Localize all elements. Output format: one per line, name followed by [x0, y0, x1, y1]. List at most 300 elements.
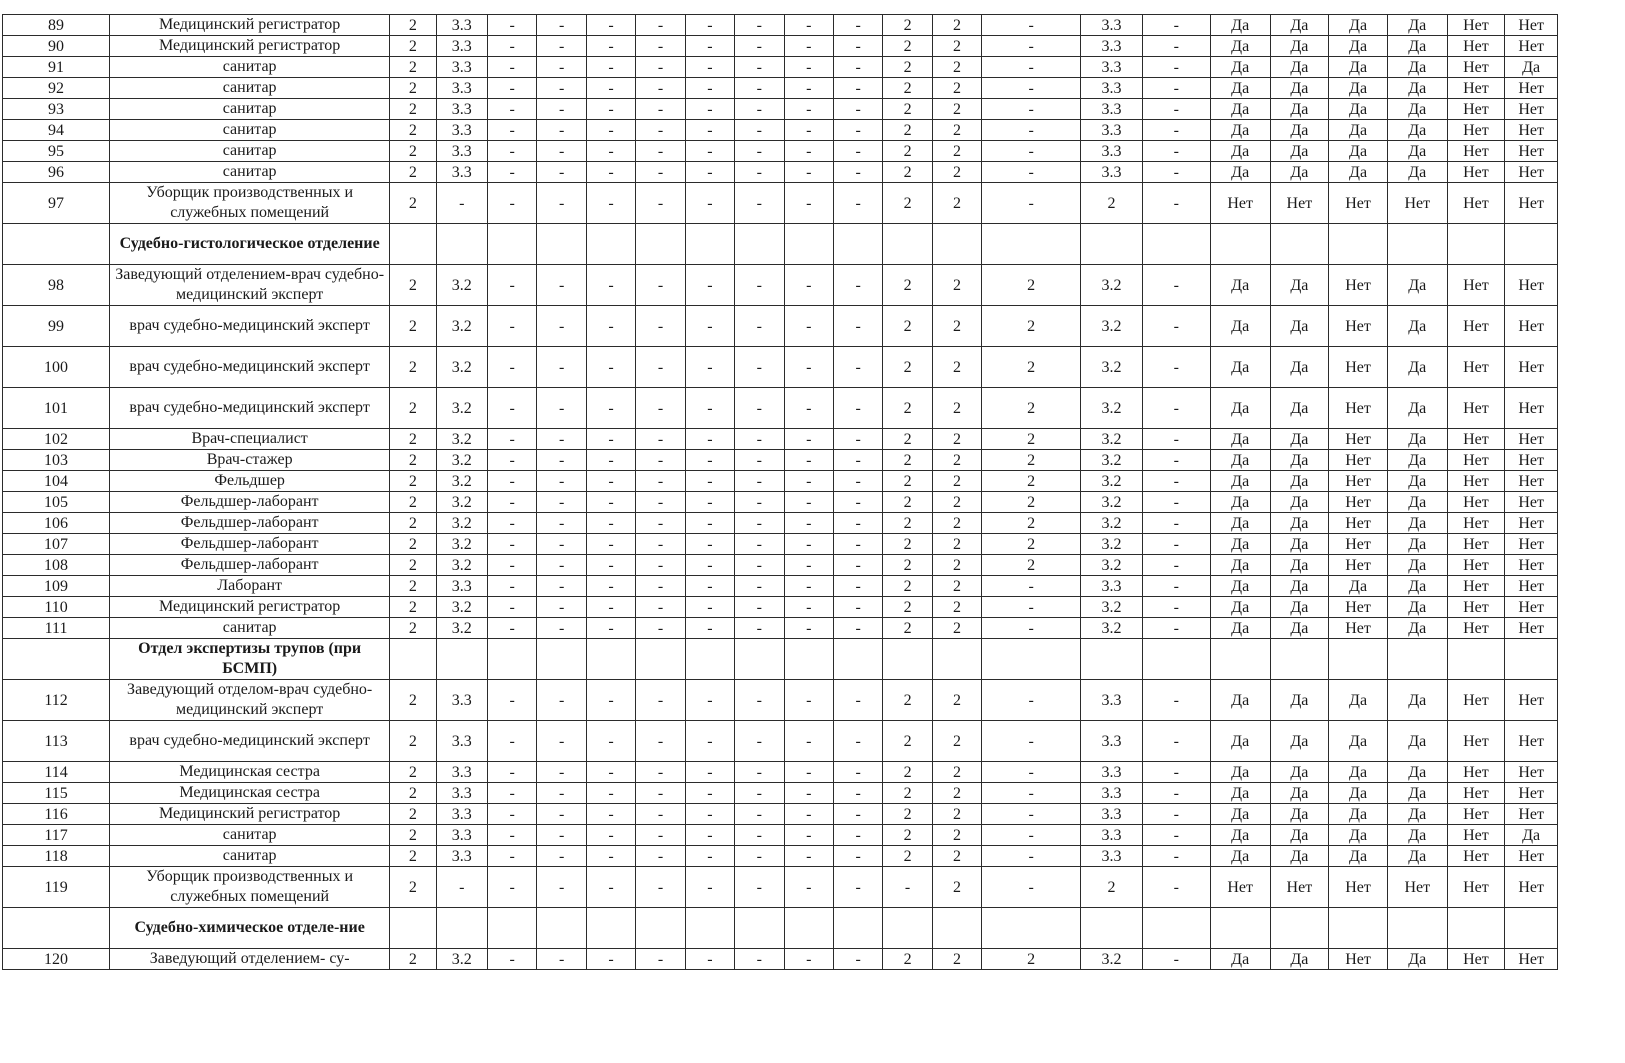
value-cell: Нет: [1447, 804, 1505, 825]
value-cell: -: [833, 429, 882, 450]
value-cell: 2: [932, 783, 981, 804]
value-cell: 2: [883, 450, 932, 471]
value-cell: Да: [1387, 762, 1447, 783]
value-cell: 2: [932, 57, 981, 78]
value-cell: Да: [1210, 429, 1270, 450]
empty-cell: [784, 639, 833, 680]
value-cell: -: [685, 555, 734, 576]
value-cell: -: [833, 78, 882, 99]
value-cell: -: [784, 306, 833, 347]
value-cell: Нет: [1447, 36, 1505, 57]
value-cell: -: [636, 141, 685, 162]
value-cell: Да: [1387, 949, 1447, 970]
value-cell: -: [636, 804, 685, 825]
value-cell: Нет: [1505, 99, 1558, 120]
value-cell: -: [735, 15, 784, 36]
value-cell: Да: [1270, 680, 1329, 721]
position-name-cell: Заведующий отделом-врач судебно-медицинский эксперт: [110, 680, 390, 721]
row-number-cell: 103: [3, 450, 110, 471]
value-cell: -: [982, 57, 1081, 78]
value-cell: -: [488, 429, 537, 450]
empty-cell: [537, 224, 586, 265]
value-cell: Нет: [1447, 450, 1505, 471]
empty-cell: [636, 908, 685, 949]
value-cell: -: [735, 429, 784, 450]
value-cell: -: [982, 78, 1081, 99]
value-cell: -: [636, 513, 685, 534]
value-cell: Да: [1270, 597, 1329, 618]
value-cell: Да: [1210, 846, 1270, 867]
row-number-cell: 91: [3, 57, 110, 78]
value-cell: -: [586, 721, 635, 762]
value-cell: -: [982, 721, 1081, 762]
value-cell: -: [1142, 825, 1210, 846]
empty-cell: [685, 639, 734, 680]
value-cell: -: [982, 120, 1081, 141]
value-cell: 2: [883, 804, 932, 825]
value-cell: Да: [1270, 513, 1329, 534]
value-cell: -: [833, 265, 882, 306]
value-cell: -: [833, 450, 882, 471]
value-cell: -: [833, 597, 882, 618]
value-cell: 2: [390, 388, 436, 429]
value-cell: 2: [883, 15, 932, 36]
value-cell: -: [488, 804, 537, 825]
value-cell: 2: [932, 183, 981, 224]
value-cell: 2: [932, 576, 981, 597]
value-cell: -: [586, 265, 635, 306]
value-cell: Нет: [1505, 576, 1558, 597]
value-cell: Да: [1329, 36, 1388, 57]
value-cell: -: [636, 867, 685, 908]
value-cell: 2: [390, 141, 436, 162]
value-cell: -: [636, 721, 685, 762]
value-cell: 2: [982, 347, 1081, 388]
value-cell: Да: [1329, 576, 1388, 597]
value-cell: 2: [932, 534, 981, 555]
value-cell: -: [735, 306, 784, 347]
value-cell: Нет: [1447, 867, 1505, 908]
value-cell: -: [488, 15, 537, 36]
value-cell: -: [685, 450, 734, 471]
value-cell: Да: [1329, 15, 1388, 36]
value-cell: -: [982, 141, 1081, 162]
value-cell: -: [833, 99, 882, 120]
value-cell: Нет: [1505, 762, 1558, 783]
value-cell: -: [636, 783, 685, 804]
value-cell: -: [784, 99, 833, 120]
value-cell: -: [636, 576, 685, 597]
value-cell: -: [586, 783, 635, 804]
empty-cell: [436, 908, 487, 949]
value-cell: 2: [932, 78, 981, 99]
value-cell: -: [586, 576, 635, 597]
value-cell: 3.3: [436, 680, 487, 721]
value-cell: Да: [1270, 825, 1329, 846]
value-cell: Да: [1387, 513, 1447, 534]
value-cell: -: [586, 429, 635, 450]
value-cell: 2: [982, 388, 1081, 429]
value-cell: 3.3: [1081, 804, 1143, 825]
value-cell: -: [735, 949, 784, 970]
value-cell: -: [735, 36, 784, 57]
row-number-cell: 111: [3, 618, 110, 639]
value-cell: -: [537, 120, 586, 141]
value-cell: -: [982, 804, 1081, 825]
value-cell: Нет: [1505, 36, 1558, 57]
value-cell: -: [488, 618, 537, 639]
value-cell: -: [537, 162, 586, 183]
value-cell: Нет: [1447, 347, 1505, 388]
table-row: [3, 141, 1558, 162]
empty-cell: [488, 639, 537, 680]
empty-cell: [1142, 224, 1210, 265]
value-cell: 2: [982, 265, 1081, 306]
table-row: [3, 162, 1558, 183]
value-cell: Да: [1270, 347, 1329, 388]
table-row: [3, 120, 1558, 141]
empty-cell: [586, 639, 635, 680]
row-number-cell: 113: [3, 721, 110, 762]
empty-cell: [488, 908, 537, 949]
value-cell: Нет: [1329, 618, 1388, 639]
value-cell: -: [488, 680, 537, 721]
value-cell: -: [488, 492, 537, 513]
position-name-cell: санитар: [110, 618, 390, 639]
value-cell: 2: [390, 513, 436, 534]
value-cell: 2: [982, 555, 1081, 576]
value-cell: -: [488, 471, 537, 492]
value-cell: 2: [883, 429, 932, 450]
value-cell: 3.3: [436, 783, 487, 804]
value-cell: Нет: [1505, 534, 1558, 555]
empty-cell: [1270, 908, 1329, 949]
value-cell: Нет: [1505, 15, 1558, 36]
value-cell: -: [784, 804, 833, 825]
value-cell: 3.2: [1081, 388, 1143, 429]
value-cell: -: [537, 597, 586, 618]
empty-cell: [883, 908, 932, 949]
value-cell: 3.2: [1081, 597, 1143, 618]
value-cell: -: [784, 183, 833, 224]
value-cell: Нет: [1329, 388, 1388, 429]
value-cell: -: [833, 949, 882, 970]
value-cell: 2: [932, 120, 981, 141]
value-cell: -: [833, 513, 882, 534]
value-cell: -: [1142, 429, 1210, 450]
value-cell: -: [685, 492, 734, 513]
value-cell: Нет: [1329, 492, 1388, 513]
value-cell: -: [488, 450, 537, 471]
value-cell: Нет: [1505, 120, 1558, 141]
value-cell: Да: [1270, 141, 1329, 162]
value-cell: -: [1142, 141, 1210, 162]
value-cell: 2: [883, 120, 932, 141]
empty-cell: [1447, 224, 1505, 265]
value-cell: Да: [1210, 825, 1270, 846]
table-row: [3, 597, 1558, 618]
value-cell: Нет: [1329, 471, 1388, 492]
empty-cell: [735, 224, 784, 265]
value-cell: -: [982, 783, 1081, 804]
value-cell: 2: [932, 99, 981, 120]
value-cell: 2: [1081, 183, 1143, 224]
empty-cell: [833, 908, 882, 949]
value-cell: -: [1142, 183, 1210, 224]
value-cell: Нет: [1447, 492, 1505, 513]
value-cell: Нет: [1505, 846, 1558, 867]
value-cell: -: [537, 471, 586, 492]
value-cell: 2: [932, 347, 981, 388]
value-cell: Нет: [1329, 534, 1388, 555]
value-cell: 2: [932, 15, 981, 36]
row-number-cell: 104: [3, 471, 110, 492]
value-cell: -: [537, 762, 586, 783]
position-name-cell: Заведующий отделением- су-: [110, 949, 390, 970]
value-cell: -: [436, 867, 487, 908]
value-cell: -: [488, 120, 537, 141]
value-cell: -: [586, 183, 635, 224]
value-cell: Да: [1210, 99, 1270, 120]
value-cell: Нет: [1505, 867, 1558, 908]
value-cell: -: [488, 867, 537, 908]
empty-cell: [3, 908, 110, 949]
value-cell: -: [685, 306, 734, 347]
value-cell: 2: [390, 450, 436, 471]
value-cell: Нет: [1329, 513, 1388, 534]
value-cell: 2: [883, 492, 932, 513]
value-cell: Да: [1270, 721, 1329, 762]
empty-cell: [833, 639, 882, 680]
value-cell: -: [586, 492, 635, 513]
empty-cell: [1447, 639, 1505, 680]
row-number-cell: 92: [3, 78, 110, 99]
value-cell: -: [636, 265, 685, 306]
value-cell: -: [488, 721, 537, 762]
value-cell: Да: [1329, 141, 1388, 162]
row-number-cell: 120: [3, 949, 110, 970]
value-cell: Нет: [1329, 183, 1388, 224]
value-cell: -: [685, 783, 734, 804]
value-cell: -: [537, 949, 586, 970]
value-cell: -: [1142, 57, 1210, 78]
value-cell: -: [586, 825, 635, 846]
value-cell: 2: [390, 825, 436, 846]
value-cell: 2: [932, 804, 981, 825]
value-cell: -: [488, 265, 537, 306]
value-cell: -: [784, 513, 833, 534]
value-cell: -: [784, 429, 833, 450]
value-cell: Да: [1210, 492, 1270, 513]
value-cell: -: [488, 57, 537, 78]
value-cell: 3.3: [1081, 825, 1143, 846]
value-cell: 3.2: [436, 306, 487, 347]
table-row: [3, 721, 1558, 762]
value-cell: -: [1142, 555, 1210, 576]
value-cell: Да: [1210, 804, 1270, 825]
value-cell: Да: [1210, 721, 1270, 762]
value-cell: Нет: [1387, 867, 1447, 908]
value-cell: Да: [1270, 555, 1329, 576]
value-cell: -: [833, 783, 882, 804]
value-cell: -: [636, 618, 685, 639]
value-cell: Нет: [1505, 450, 1558, 471]
value-cell: 3.3: [436, 804, 487, 825]
table-row: [3, 804, 1558, 825]
table-row: [3, 783, 1558, 804]
value-cell: -: [586, 36, 635, 57]
value-cell: -: [784, 949, 833, 970]
value-cell: Нет: [1387, 183, 1447, 224]
value-cell: -: [685, 57, 734, 78]
empty-cell: [3, 224, 110, 265]
value-cell: Нет: [1505, 804, 1558, 825]
position-name-cell: санитар: [110, 57, 390, 78]
empty-cell: [1505, 224, 1558, 265]
value-cell: Нет: [1447, 99, 1505, 120]
value-cell: -: [833, 762, 882, 783]
value-cell: Да: [1270, 306, 1329, 347]
value-cell: Нет: [1329, 555, 1388, 576]
value-cell: -: [636, 120, 685, 141]
value-cell: 2: [883, 949, 932, 970]
value-cell: -: [784, 597, 833, 618]
value-cell: -: [784, 783, 833, 804]
value-cell: Нет: [1447, 57, 1505, 78]
empty-cell: [735, 908, 784, 949]
value-cell: -: [833, 471, 882, 492]
value-cell: -: [685, 825, 734, 846]
value-cell: Да: [1329, 99, 1388, 120]
empty-cell: [685, 908, 734, 949]
value-cell: 2: [883, 471, 932, 492]
value-cell: -: [982, 15, 1081, 36]
value-cell: 2: [883, 36, 932, 57]
value-cell: Да: [1210, 513, 1270, 534]
value-cell: -: [586, 162, 635, 183]
value-cell: -: [833, 867, 882, 908]
value-cell: -: [784, 450, 833, 471]
value-cell: Да: [1210, 618, 1270, 639]
value-cell: 3.3: [436, 36, 487, 57]
value-cell: 2: [932, 162, 981, 183]
value-cell: Нет: [1505, 597, 1558, 618]
value-cell: -: [883, 867, 932, 908]
value-cell: Нет: [1447, 555, 1505, 576]
empty-cell: [982, 224, 1081, 265]
value-cell: Нет: [1329, 949, 1388, 970]
value-cell: Да: [1387, 597, 1447, 618]
value-cell: -: [537, 846, 586, 867]
value-cell: -: [1142, 120, 1210, 141]
value-cell: -: [488, 949, 537, 970]
value-cell: Нет: [1270, 183, 1329, 224]
value-cell: 3.2: [1081, 450, 1143, 471]
value-cell: Нет: [1447, 388, 1505, 429]
value-cell: Нет: [1210, 183, 1270, 224]
value-cell: 2: [390, 680, 436, 721]
value-cell: 2: [390, 15, 436, 36]
table-body: [3, 15, 1558, 970]
value-cell: 2: [883, 306, 932, 347]
value-cell: -: [784, 555, 833, 576]
staff-assessment-table: [2, 14, 1558, 970]
value-cell: -: [685, 846, 734, 867]
value-cell: -: [537, 783, 586, 804]
value-cell: Да: [1210, 15, 1270, 36]
value-cell: Да: [1387, 265, 1447, 306]
value-cell: 2: [883, 597, 932, 618]
value-cell: 2: [390, 576, 436, 597]
table-row: [3, 36, 1558, 57]
value-cell: 2: [883, 762, 932, 783]
value-cell: -: [735, 513, 784, 534]
empty-cell: [1447, 908, 1505, 949]
value-cell: Нет: [1447, 825, 1505, 846]
position-name-cell: Медицинский регистратор: [110, 804, 390, 825]
value-cell: Да: [1329, 783, 1388, 804]
value-cell: Да: [1387, 618, 1447, 639]
value-cell: Да: [1329, 804, 1388, 825]
value-cell: 2: [883, 721, 932, 762]
value-cell: 3.3: [1081, 721, 1143, 762]
value-cell: -: [784, 162, 833, 183]
value-cell: 2: [883, 347, 932, 388]
value-cell: -: [685, 120, 734, 141]
table-row: [3, 99, 1558, 120]
value-cell: Да: [1329, 162, 1388, 183]
value-cell: 3.3: [436, 825, 487, 846]
value-cell: -: [537, 555, 586, 576]
empty-cell: [1387, 639, 1447, 680]
value-cell: 3.3: [436, 99, 487, 120]
value-cell: Нет: [1505, 429, 1558, 450]
value-cell: -: [833, 492, 882, 513]
value-cell: Нет: [1329, 265, 1388, 306]
position-name-cell: Уборщик производственных и служебных помещений: [110, 183, 390, 224]
value-cell: Да: [1270, 388, 1329, 429]
value-cell: Да: [1329, 721, 1388, 762]
value-cell: -: [735, 388, 784, 429]
value-cell: Да: [1387, 555, 1447, 576]
value-cell: 2: [982, 471, 1081, 492]
value-cell: -: [1142, 680, 1210, 721]
row-number-cell: 98: [3, 265, 110, 306]
value-cell: 2: [390, 265, 436, 306]
empty-cell: [436, 224, 487, 265]
value-cell: -: [586, 846, 635, 867]
value-cell: 3.3: [436, 762, 487, 783]
value-cell: Нет: [1447, 78, 1505, 99]
empty-cell: [1210, 224, 1270, 265]
row-number-cell: 101: [3, 388, 110, 429]
value-cell: 3.3: [1081, 162, 1143, 183]
value-cell: -: [1142, 99, 1210, 120]
table-row: [3, 846, 1558, 867]
row-number-cell: 95: [3, 141, 110, 162]
value-cell: -: [537, 513, 586, 534]
value-cell: -: [833, 388, 882, 429]
value-cell: -: [784, 825, 833, 846]
value-cell: -: [636, 162, 685, 183]
value-cell: -: [982, 162, 1081, 183]
table-row: [3, 576, 1558, 597]
value-cell: -: [1142, 721, 1210, 762]
section-title: Отдел экспертизы трупов (при БСМП): [110, 639, 390, 680]
value-cell: -: [735, 162, 784, 183]
empty-cell: [390, 908, 436, 949]
value-cell: 2: [390, 183, 436, 224]
